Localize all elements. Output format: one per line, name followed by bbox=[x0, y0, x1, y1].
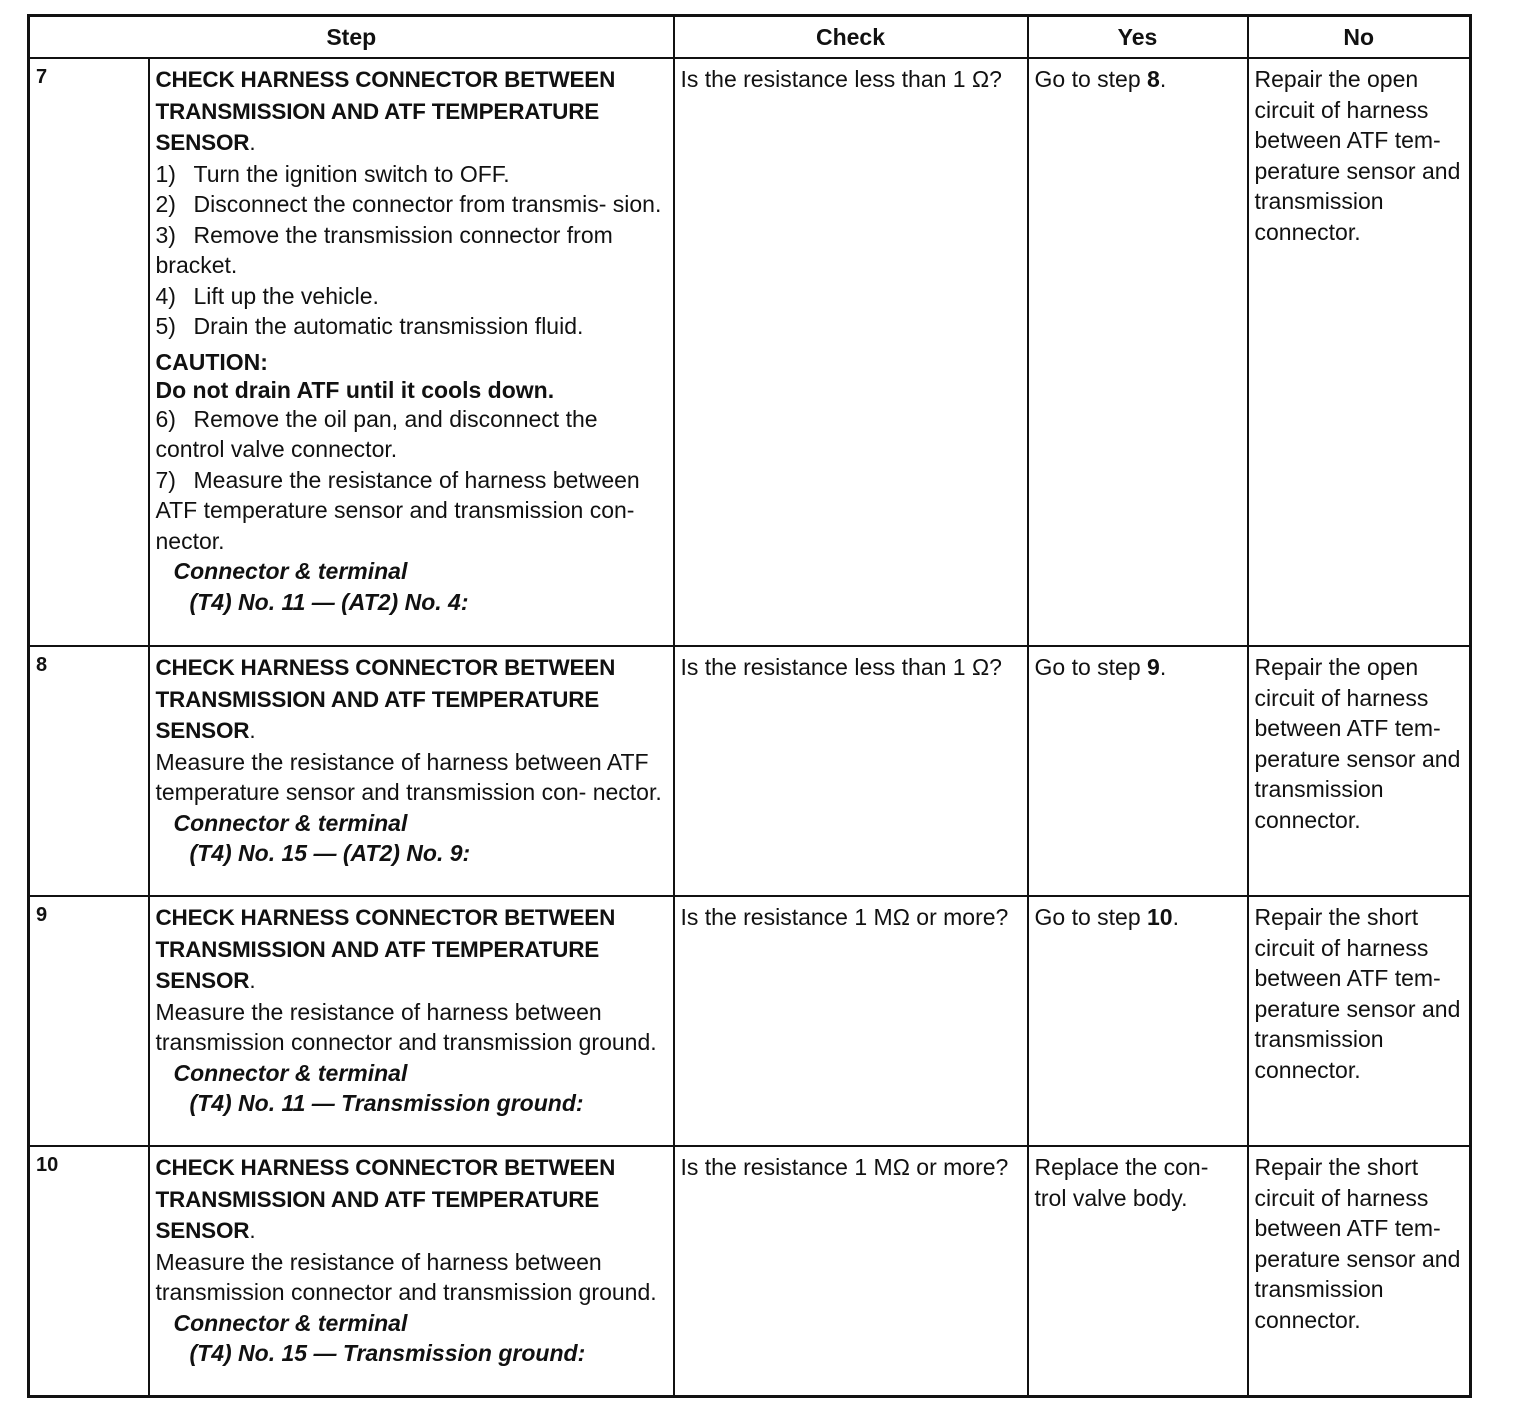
step-description bbox=[149, 896, 674, 1146]
instruction: 5) Drain the automatic transmission fluid. bbox=[155, 313, 584, 339]
header-no: No bbox=[1248, 16, 1471, 59]
no-cell: Repair the open circuit of harness between ATF tem- perature sensor and transmission connector. bbox=[1248, 646, 1471, 896]
instruction: 1) Turn the ignition switch to OFF. bbox=[155, 160, 510, 187]
step-text: Measure the resistance of harness between ATF temperature sensor and transmission con- nector. bbox=[155, 748, 662, 805]
instruction: 2) Disconnect the connector from transmis- sion. bbox=[155, 191, 662, 217]
table-row-step-10 bbox=[29, 1146, 1471, 1396]
caution-text: Do not drain ATF until it cools down. bbox=[155, 376, 555, 403]
check-cell: Is the resistance less than 1 Ω? bbox=[674, 646, 1028, 896]
step-number: 10 bbox=[29, 1146, 149, 1396]
step-number: 9 bbox=[29, 896, 149, 1146]
yes-cell: Go to step 10. bbox=[1028, 896, 1248, 1146]
step-number: 7 bbox=[29, 58, 149, 646]
instruction: 4) Lift up the vehicle. bbox=[155, 282, 379, 309]
step-description bbox=[149, 58, 674, 646]
table-row-step-7 bbox=[29, 58, 1471, 646]
check-cell: Is the resistance 1 MΩ or more? bbox=[674, 1146, 1028, 1396]
step-description bbox=[149, 1146, 674, 1396]
step-text: Measure the resistance of harness between transmission connector and transmission ground. bbox=[155, 1248, 657, 1305]
yes-step-link: 9 bbox=[1147, 654, 1160, 680]
connector-heading: Connector & terminal bbox=[173, 809, 408, 836]
connector-heading: Connector & terminal bbox=[173, 1059, 408, 1086]
diagnostic-table bbox=[27, 14, 1472, 1398]
table-row-step-9 bbox=[29, 896, 1471, 1146]
no-cell: Repair the short circuit of harness between ATF tem- perature sensor and transmission connector. bbox=[1248, 896, 1471, 1146]
step-title: CHECK HARNESS CONNECTOR BETWEEN TRANSMISSION AND ATF TEMPERATURE SENSOR. bbox=[155, 1155, 616, 1243]
step-description bbox=[149, 646, 674, 896]
yes-step-link: 8 bbox=[1147, 66, 1160, 92]
step-text: Measure the resistance of harness between transmission connector and transmission ground. bbox=[155, 998, 657, 1055]
connector-terminal: (T4) No. 11 — Transmission ground: bbox=[189, 1090, 584, 1116]
step-title: CHECK HARNESS CONNECTOR BETWEEN TRANSMISSION AND ATF TEMPERATURE SENSOR. bbox=[155, 655, 616, 743]
header-step: Step bbox=[29, 16, 674, 59]
connector-terminal: (T4) No. 15 — Transmission ground: bbox=[189, 1340, 586, 1366]
header-check: Check bbox=[674, 16, 1028, 59]
connector-terminal: (T4) No. 11 — (AT2) No. 4: bbox=[189, 588, 469, 615]
step-title: CHECK HARNESS CONNECTOR BETWEEN TRANSMISSION AND ATF TEMPERATURE SENSOR. bbox=[155, 67, 616, 155]
step-title: CHECK HARNESS CONNECTOR BETWEEN TRANSMISSION AND ATF TEMPERATURE SENSOR. bbox=[155, 905, 616, 993]
header-yes: Yes bbox=[1028, 16, 1248, 59]
yes-cell: Replace the con- trol valve body. bbox=[1028, 1146, 1248, 1396]
check-cell: Is the resistance less than 1 Ω? bbox=[674, 58, 1028, 646]
instruction: 6) Remove the oil pan, and disconnect the control valve connector. bbox=[155, 405, 598, 462]
no-cell: Repair the open circuit of harness between ATF tem- perature sensor and transmission connector. bbox=[1248, 58, 1471, 646]
check-cell: Is the resistance 1 MΩ or more? bbox=[674, 896, 1028, 1146]
yes-cell: Go to step 9. bbox=[1028, 646, 1248, 896]
table-row-step-8 bbox=[29, 646, 1471, 896]
step-number: 8 bbox=[29, 646, 149, 896]
header-row bbox=[29, 16, 1471, 59]
connector-heading: Connector & terminal bbox=[173, 1309, 408, 1336]
yes-step-link: 10 bbox=[1147, 904, 1173, 930]
no-cell: Repair the short circuit of harness between ATF tem- perature sensor and transmission connector. bbox=[1248, 1146, 1471, 1396]
yes-cell: Go to step 8. bbox=[1028, 58, 1248, 646]
connector-heading: Connector & terminal bbox=[173, 558, 408, 584]
connector-terminal: (T4) No. 15 — (AT2) No. 9: bbox=[189, 840, 471, 866]
instruction: 3) Remove the transmission connector from bracket. bbox=[155, 221, 613, 278]
instruction: 7) Measure the resistance of harness between ATF temperature sensor and transmission con- nector. bbox=[155, 466, 640, 554]
caution-heading: CAUTION: bbox=[155, 348, 268, 375]
